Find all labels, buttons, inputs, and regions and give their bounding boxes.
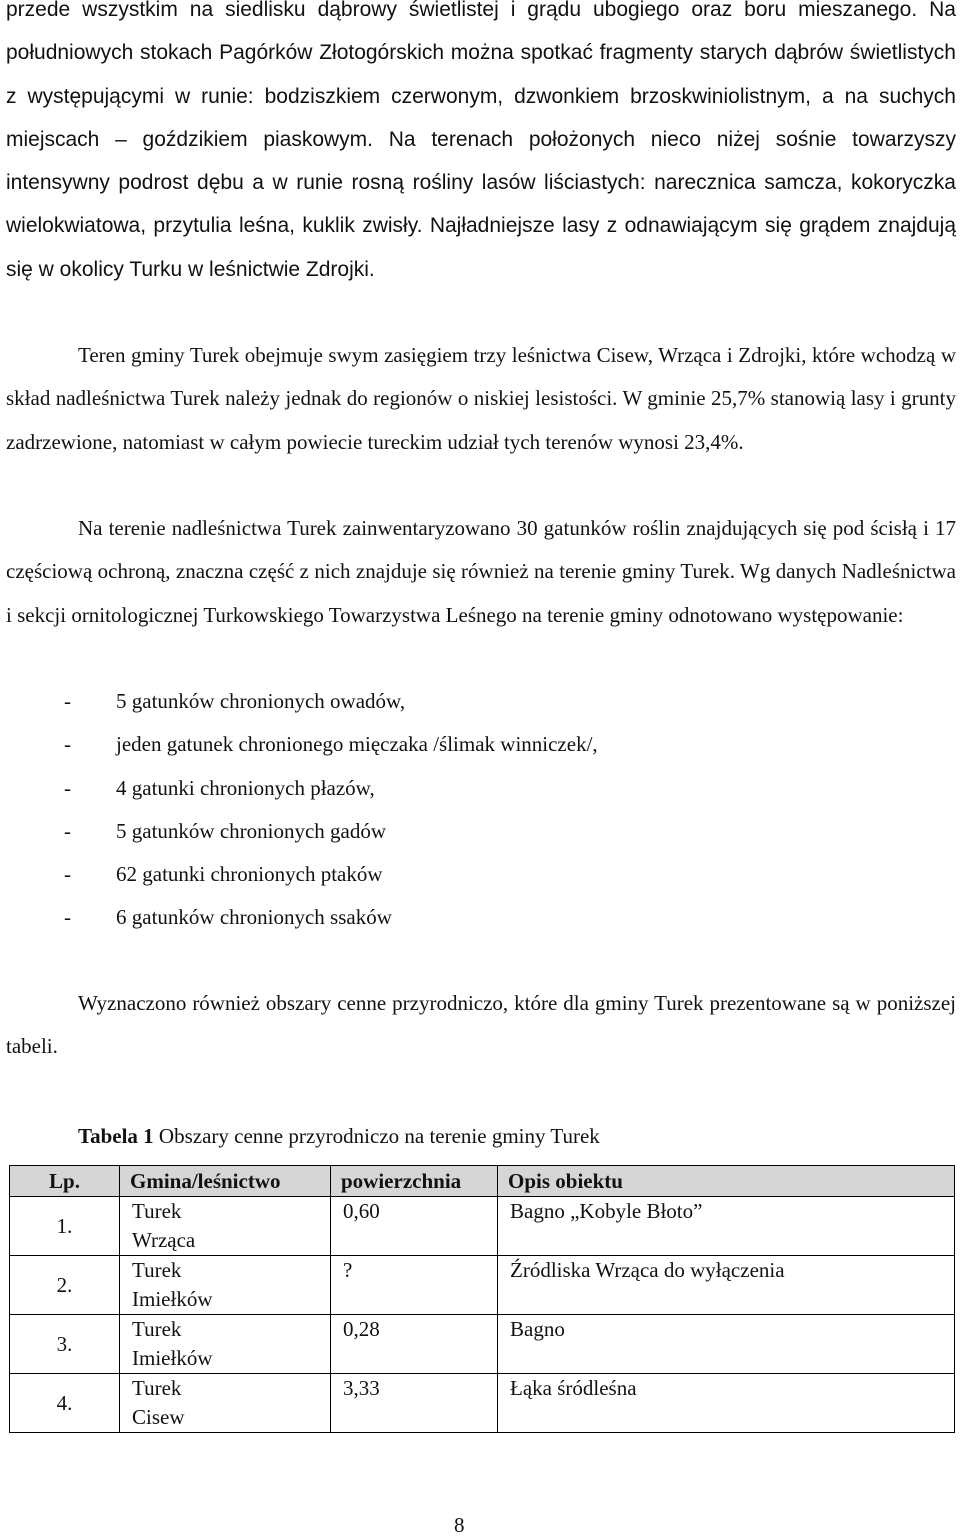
cell-lp: 2.	[10, 1256, 120, 1315]
list-item: - 4 gatunki chronionych płazów,	[64, 775, 375, 800]
list-item: - jeden gatunek chronionego mięczaka /ślimak winniczek/,	[64, 732, 598, 757]
cell-lp: 3.	[10, 1315, 120, 1374]
cell-lp: 1.	[10, 1197, 120, 1256]
table-row	[10, 1315, 955, 1374]
header-area: powierzchnia	[331, 1166, 498, 1197]
cell-description: Źródliska Wrząca do wyłączenia	[498, 1256, 955, 1315]
cell-area: 0,28	[331, 1315, 498, 1374]
header-description: Opis obiektu	[498, 1166, 955, 1197]
cell-gmina: Turek Wrząca	[120, 1197, 331, 1256]
table-caption-label: Tabela 1	[78, 1124, 154, 1148]
list-item: - 5 gatunków chronionych owadów,	[64, 689, 406, 713]
list-item: - 62 gatunki chronionych ptaków	[64, 862, 383, 887]
cell-lp: 4.	[10, 1374, 120, 1433]
paragraph-forests-description: przede wszystkim na siedlisku dąbrowy świetlistej i grądu ubogiego oraz boru mieszanego. Na południowych stokach Pagórków Złotogórskich można spotkać fragmenty starych dąbrów świetlistych z występującymi w runie: bodziszkiem czerwonym, dzwonkiem brzoskwiniolistnym, a na suchych miejscach – goździkiem piaskowym. Na terenach położonych nieco niżej sośnie towarzyszy intensywny podrost dębu a w runie rosną rośliny lasów liściastych: narecznica samcza, kokoryczka wielokwiatowa, przytulia leśna, kuklik zwisły. Najładniejsze lasy z odnawiającym się grądem znajdują się w okolicy Turku w leśnictwie Zdrojki.	[6, 0, 956, 281]
cell-area: ?	[331, 1256, 498, 1315]
paragraph-protected-species: Na terenie nadleśnictwa Turek zainwentaryzowano 30 gatunków roślin znajdujących się pod ścisłą i 17 częściową ochroną, znaczna część z nich znajduje się również na terenie gminy Turek. Wg danych Nadleśnictwa i sekcji ornitologicznej Turkowskiego Towarzystwa Leśnego na terenie gminy odnotowano występowanie:	[6, 516, 956, 627]
list-item: - 5 gatunków chronionych gadów	[64, 818, 387, 843]
valuable-areas-table	[9, 1165, 955, 1433]
cell-description: Łąka śródleśna	[498, 1374, 955, 1433]
protected-species-list	[64, 680, 598, 940]
cell-gmina: Turek Cisew	[120, 1374, 331, 1433]
header-lp: Lp.	[10, 1166, 120, 1197]
table-header-row	[10, 1166, 955, 1197]
cell-description: Bagno	[498, 1315, 955, 1374]
cell-gmina: Turek Imiełków	[120, 1256, 331, 1315]
table-row	[10, 1256, 955, 1315]
table-caption-text: Obszary cenne przyrodniczo na terenie gminy Turek	[153, 1124, 600, 1148]
cell-gmina: Turek Imiełków	[120, 1315, 331, 1374]
list-item: - 6 gatunków chronionych ssaków	[64, 905, 392, 930]
table-row	[10, 1197, 955, 1256]
paragraph-forestry-districts: Teren gminy Turek obejmuje swym zasięgiem trzy leśnictwa Cisew, Wrząca i Zdrojki, które wchodzą w skład nadleśnictwa Turek należy jednak do regionów o niskiej lesistości. W gminie 25,7% stanowią lasy i grunty zadrzewione, natomiast w całym powiecie tureckim udział tych terenów wynosi 23,4%.	[6, 343, 956, 454]
header-gmina: Gmina/leśnictwo	[120, 1166, 331, 1197]
paragraph-valuable-areas: Wyznaczono również obszary cenne przyrodniczo, które dla gminy Turek prezentowane są w poniższej tabeli.	[6, 991, 956, 1059]
page-number: 8	[454, 1513, 465, 1537]
table-caption	[78, 1115, 600, 1158]
cell-area: 3,33	[331, 1374, 498, 1433]
table-row	[10, 1374, 955, 1433]
cell-area: 0,60	[331, 1197, 498, 1256]
cell-description: Bagno „Kobyle Błoto”	[498, 1197, 955, 1256]
